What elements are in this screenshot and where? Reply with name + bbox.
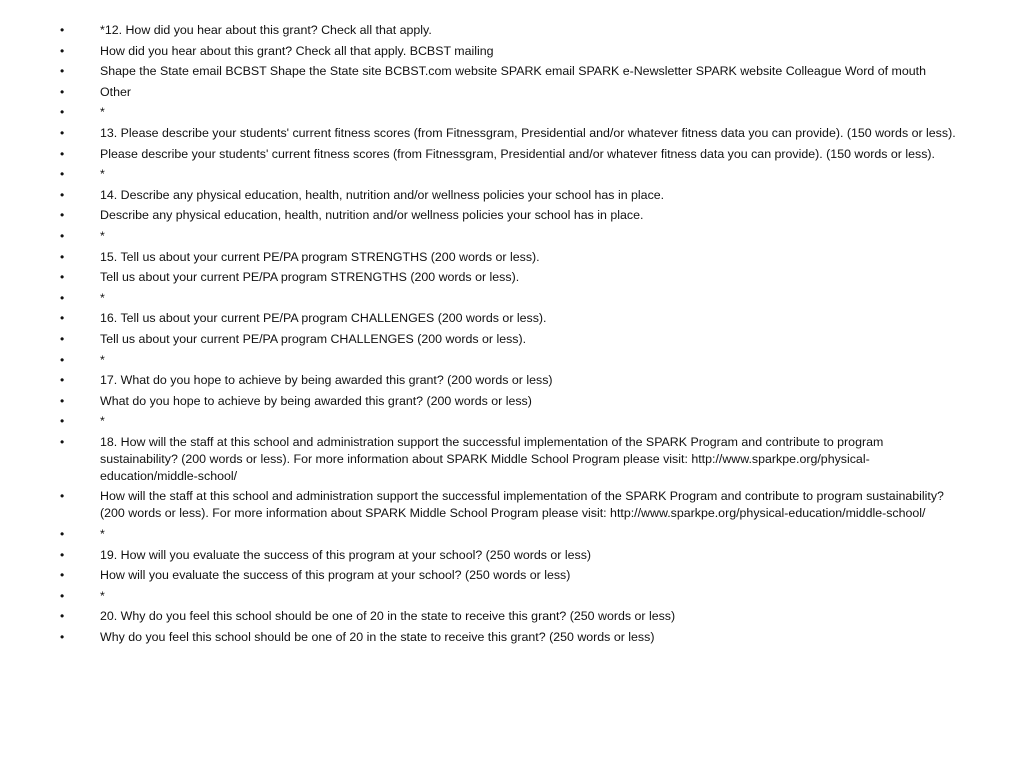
bullet-icon: • bbox=[60, 527, 65, 542]
bullet-icon: • bbox=[60, 588, 65, 603]
bullet-icon: • bbox=[60, 311, 65, 326]
bullet-icon: • bbox=[60, 414, 65, 429]
bullet-icon: • bbox=[60, 352, 65, 367]
list-item-text: Why do you feel this school should be one of 20 in the state to receive this grant? (250 words or less) bbox=[100, 630, 655, 645]
list-item-text: 19. How will you evaluate the success of this program at your school? (250 words or less) bbox=[100, 547, 592, 562]
question-list bbox=[0, 22, 1024, 646]
list-item bbox=[0, 207, 1024, 224]
list-item bbox=[0, 629, 1024, 646]
list-item-text: 15. Tell us about your current PE/PA program STRENGTHS (200 words or less). bbox=[100, 249, 540, 264]
list-item bbox=[0, 43, 1024, 60]
list-item bbox=[0, 310, 1024, 327]
list-item-text: What do you hope to achieve by being awarded this grant? (200 words or less) bbox=[100, 393, 532, 408]
list-item-text: * bbox=[100, 228, 105, 243]
list-item-text: * bbox=[100, 414, 105, 429]
list-item-text: How will the staff at this school and administration support the successful implementation of the SPARK Program and contribute to program sustainability? (200 words or less). For more information about SPARK Middle School Program please visit: http://www.sparkpe.org/physical-education/middle-school/ bbox=[100, 489, 944, 521]
list-item-text: * bbox=[100, 105, 105, 120]
bullet-icon: • bbox=[60, 23, 65, 37]
list-item-text: 18. How will the staff at this school and administration support the successful implementation of the SPARK Program and contribute to program sustainability? (200 words or less). For more information about SPARK Middle School Program please visit: http://www.sparkpe.org/physical-education/middle-school/ bbox=[100, 434, 884, 483]
bullet-icon: • bbox=[60, 547, 65, 562]
list-item bbox=[0, 146, 1024, 163]
list-item-text: Tell us about your current PE/PA program CHALLENGES (200 words or less). bbox=[100, 331, 527, 346]
bullet-icon: • bbox=[60, 43, 65, 58]
list-item bbox=[0, 352, 1024, 369]
list-item-text: * bbox=[100, 352, 105, 367]
list-item bbox=[0, 104, 1024, 121]
bullet-icon: • bbox=[60, 228, 65, 243]
list-item bbox=[0, 526, 1024, 543]
list-item bbox=[0, 434, 1024, 485]
list-item bbox=[0, 290, 1024, 307]
list-item bbox=[0, 588, 1024, 605]
bullet-icon: • bbox=[60, 568, 65, 583]
bullet-icon: • bbox=[60, 331, 65, 346]
bullet-icon: • bbox=[60, 290, 65, 305]
bullet-icon: • bbox=[60, 434, 65, 449]
list-item-text: Describe any physical education, health, nutrition and/or wellness policies your school has in place. bbox=[100, 208, 644, 223]
list-item bbox=[0, 249, 1024, 266]
list-item-text: 20. Why do you feel this school should be one of 20 in the state to receive this grant? (250 words or less) bbox=[100, 609, 676, 624]
bullet-icon: • bbox=[60, 125, 65, 140]
list-item-text: 17. What do you hope to achieve by being awarded this grant? (200 words or less) bbox=[100, 373, 553, 388]
list-item-text: 14. Describe any physical education, health, nutrition and/or wellness policies your school has in place. bbox=[100, 187, 665, 202]
list-item-text: 13. Please describe your students' current fitness scores (from Fitnessgram, Presidential and/or whatever fitness data you can provide). (150 words or less). bbox=[100, 125, 956, 140]
bullet-icon: • bbox=[60, 84, 65, 99]
list-item bbox=[0, 166, 1024, 183]
list-item bbox=[0, 22, 1024, 39]
list-item bbox=[0, 567, 1024, 584]
list-item-text: How will you evaluate the success of this program at your school? (250 words or less) bbox=[100, 568, 571, 583]
list-item bbox=[0, 84, 1024, 101]
list-item bbox=[0, 269, 1024, 286]
bullet-icon: • bbox=[60, 249, 65, 264]
list-item bbox=[0, 187, 1024, 204]
bullet-icon: • bbox=[60, 167, 65, 182]
bullet-icon: • bbox=[60, 373, 65, 388]
bullet-icon: • bbox=[60, 187, 65, 202]
list-item-text: * bbox=[100, 167, 105, 182]
list-item-text: *12. How did you hear about this grant? Check all that apply. bbox=[100, 23, 432, 37]
bullet-icon: • bbox=[60, 270, 65, 285]
list-item bbox=[0, 125, 1024, 142]
list-item-text: Shape the State email BCBST Shape the State site BCBST.com website SPARK email SPARK e-Newsletter SPARK website Colleague Word of mouth bbox=[100, 64, 926, 79]
list-item-text: Tell us about your current PE/PA program STRENGTHS (200 words or less). bbox=[100, 270, 520, 285]
list-item bbox=[0, 413, 1024, 430]
list-item-text: Please describe your students' current fitness scores (from Fitnessgram, Presidential and/or whatever fitness data you can provide). (150 words or less). bbox=[100, 146, 935, 161]
list-item bbox=[0, 488, 1024, 522]
bullet-icon: • bbox=[60, 105, 65, 120]
list-item-text: How did you hear about this grant? Check all that apply. BCBST mailing bbox=[100, 43, 494, 58]
list-item bbox=[0, 228, 1024, 245]
bullet-icon: • bbox=[60, 609, 65, 624]
list-item bbox=[0, 608, 1024, 625]
bullet-icon: • bbox=[60, 64, 65, 79]
list-item-text: * bbox=[100, 527, 105, 542]
bullet-icon: • bbox=[60, 146, 65, 161]
list-item-text: Other bbox=[100, 84, 131, 99]
list-item bbox=[0, 63, 1024, 80]
list-item-text: * bbox=[100, 290, 105, 305]
list-item bbox=[0, 547, 1024, 564]
list-item-text: * bbox=[100, 588, 105, 603]
list-item bbox=[0, 393, 1024, 410]
list-item bbox=[0, 372, 1024, 389]
bullet-icon: • bbox=[60, 489, 65, 504]
bullet-icon: • bbox=[60, 393, 65, 408]
bullet-icon: • bbox=[60, 208, 65, 223]
list-item bbox=[0, 331, 1024, 348]
list-item-text: 16. Tell us about your current PE/PA program CHALLENGES (200 words or less). bbox=[100, 311, 547, 326]
bullet-icon: • bbox=[60, 630, 65, 645]
